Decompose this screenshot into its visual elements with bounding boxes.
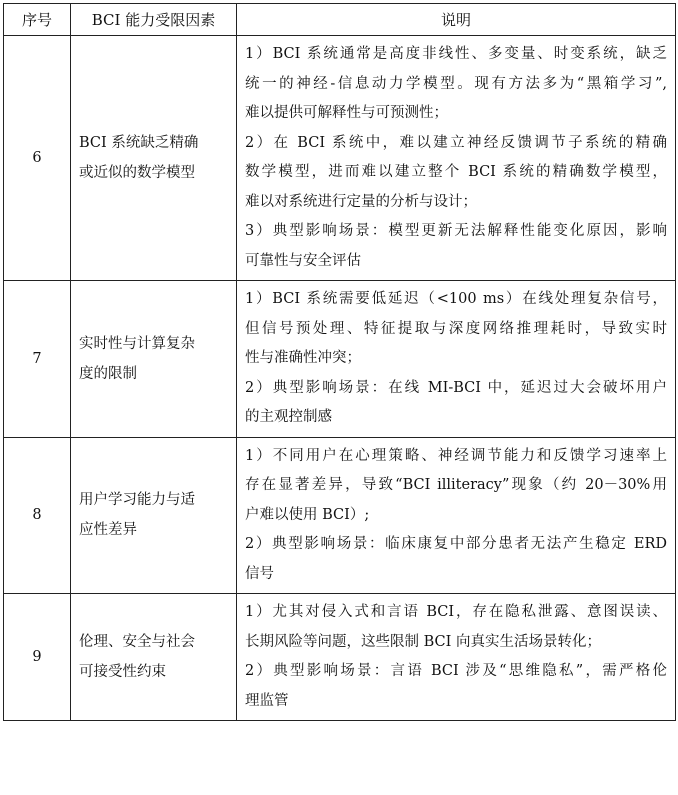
description-line: 户难以使用 BCI）; (245, 506, 370, 523)
description-line: 的主观控制感 (245, 409, 332, 425)
description-line: 可靠性与安全评估 (245, 252, 361, 269)
description-line: 1）BCI 系统通常是高度非线性、多变量、时变系统，缺乏 (245, 46, 667, 62)
table-row (4, 437, 676, 594)
description-line: 2）典型影响场景：在线 MI-BCI 中，延迟过大会破坏用户 (245, 379, 667, 396)
row-index: 7 (4, 281, 71, 438)
description-line: 信号 (245, 565, 274, 582)
factor-line: 应性差异 (79, 522, 137, 539)
row-description (237, 36, 676, 281)
description-line: 2）典型影响场景：临床康复中部分患者无法产生稳定 ERD (245, 536, 667, 552)
row-factor (71, 281, 237, 438)
factor-line: 或近似的数学模型 (79, 165, 195, 181)
table-row (4, 36, 676, 281)
description-line: 理监管 (245, 692, 289, 709)
factor-line: 度的限制 (79, 365, 137, 382)
row-index: 8 (4, 437, 71, 594)
description-line: 长期风险等问题，这些限制 BCI 向真实生活场景转化； (245, 633, 601, 650)
description-line: 性与准确性冲突； (245, 350, 361, 366)
description-line: 难以提供可解释性与可预测性； (245, 105, 448, 121)
factor-line: 可接受性约束 (79, 664, 166, 680)
description-line: 1）尤其对侵入式和言语 BCI，存在隐私泄露、意图误读、 (245, 604, 667, 620)
factor-line: 用户学习能力与适 (79, 492, 195, 509)
description-line: 存在显著差异，导致“BCI illiteracy”现象（约 20－30%用 (245, 477, 667, 493)
factor-line: 实时性与计算复杂 (79, 335, 195, 352)
description-line: 数学模型，进而难以建立整个 BCI 系统的精确数学模型， (245, 164, 667, 180)
header-index: 序号 (4, 4, 71, 36)
factor-table (3, 3, 676, 721)
row-factor (71, 36, 237, 281)
row-description (237, 281, 676, 438)
description-line: 统一的神经-信息动力学模型。现有方法多为“黑箱学习”, (245, 75, 667, 92)
description-line: 2）典型影响场景：言语 BCI 涉及“思维隐私”，需严格伦 (245, 663, 667, 679)
row-description (237, 594, 676, 721)
row-index: 9 (4, 594, 71, 721)
description-line: 难以对系统进行定量的分析与设计； (245, 193, 477, 210)
row-description (237, 437, 676, 594)
description-line: 3）典型影响场景：模型更新无法解释性能变化原因，影响 (245, 223, 667, 239)
table-body (4, 36, 676, 721)
description-line: 1）不同用户在心理策略、神经调节能力和反馈学习速率上 (245, 447, 667, 464)
header-description: 说明 (237, 4, 676, 36)
table-row (4, 281, 676, 438)
factor-line: BCI 系统缺乏精确 (79, 135, 199, 151)
description-line: 1）BCI 系统需要低延迟（<100 ms）在线处理复杂信号， (245, 291, 667, 307)
header-row (4, 4, 676, 36)
row-factor (71, 594, 237, 721)
table-row (4, 594, 676, 721)
description-line: 但信号预处理、特征提取与深度网络推理耗时，导致实时 (245, 320, 667, 337)
row-index: 6 (4, 36, 71, 281)
row-factor (71, 437, 237, 594)
factor-line: 伦理、安全与社会 (79, 634, 195, 650)
description-line: 2）在 BCI 系统中，难以建立神经反馈调节子系统的精确 (245, 134, 667, 151)
header-factor: BCI 能力受限因素 (71, 4, 237, 36)
